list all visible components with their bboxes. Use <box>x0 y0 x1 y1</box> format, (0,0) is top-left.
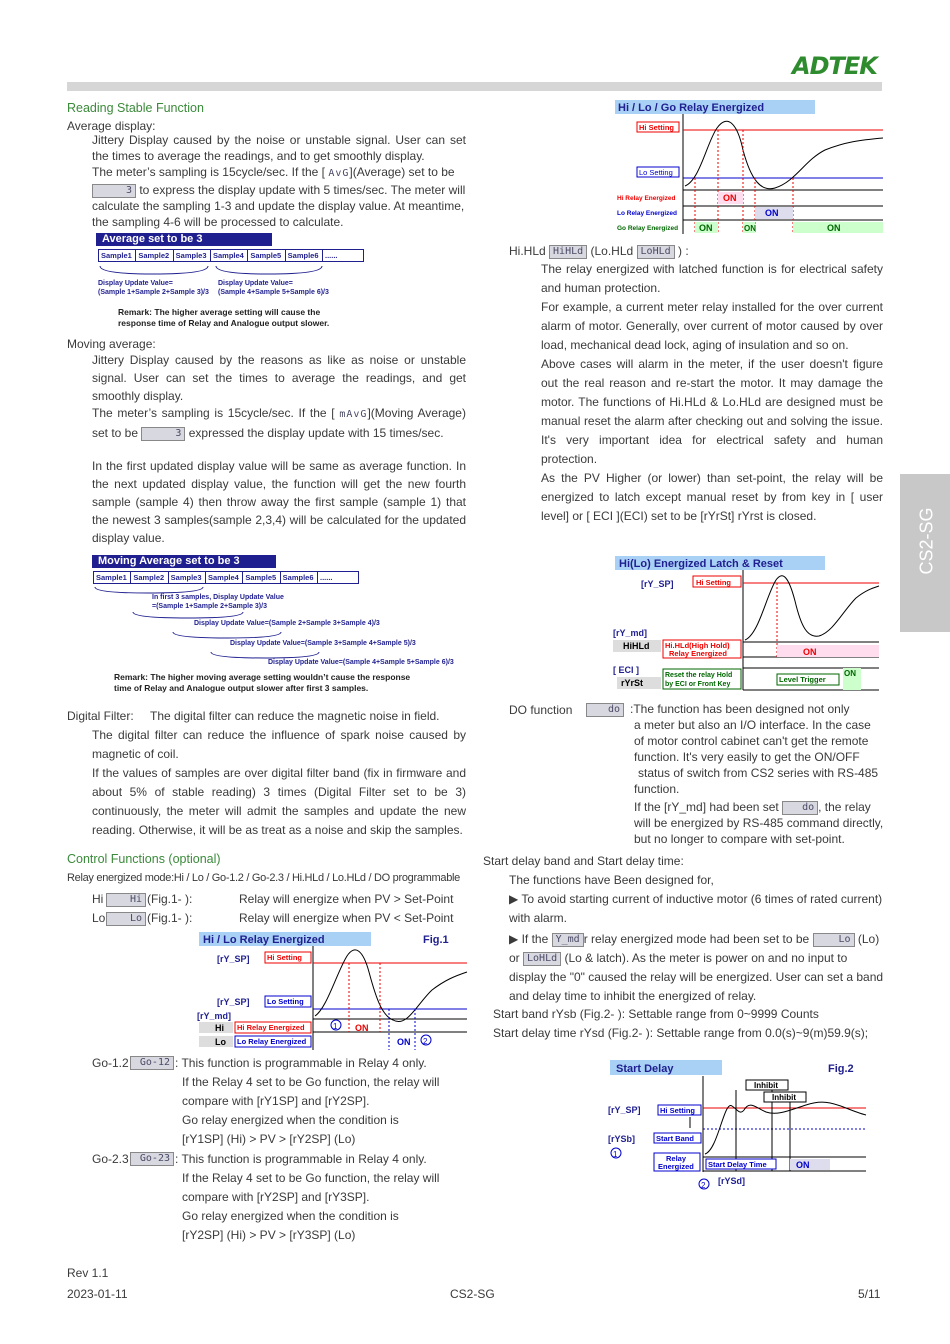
sd-b2-text-a: If the <box>521 932 549 946</box>
fig3-hi-on: ON <box>723 193 737 203</box>
mov-line-1b: =(Sample 1+Sample 2+Sample 3)/3 <box>152 603 267 610</box>
sd-lo-display: Lo <box>813 933 855 947</box>
fig2-marker-1-text: 1 <box>613 1150 618 1159</box>
bullet-arrow-icon: ▶ <box>509 892 519 906</box>
fig4-md-label: [rY_md] <box>613 628 648 638</box>
avg-remark-1: Remark: The higher average setting will cause the <box>118 307 321 317</box>
sd-b2-text-b: r relay energized mode had been set to be <box>583 932 810 946</box>
fig1-lo-text: Lo <box>215 1037 226 1047</box>
hi-mode-fig-ref: (Fig.1- ): <box>147 892 193 906</box>
avg-sample-table <box>98 249 364 262</box>
digital-filter-label: Digital Filter: <box>67 709 134 723</box>
go12-line-3: Go relay energized when the condition is <box>182 1113 399 1127</box>
sample-cell: Sample3 <box>168 572 205 584</box>
fig3-pv-curve <box>685 121 883 188</box>
start-delay-time-line: Start delay time rYsd (Fig.2- ): Settable range from 0.0(s)~9(m)59.9(s); <box>493 1026 869 1040</box>
sample-cell: Sample6 <box>280 572 317 584</box>
go23-line-2: compare with [rY2SP] and [rY3SP]. <box>182 1190 370 1204</box>
brand-logo: ADTEK <box>792 52 877 80</box>
mov-figure-title: Moving Average set to be 3 <box>92 555 276 568</box>
hld-para-1: The relay energized with latched function is for electrical safety and human protection. <box>541 262 883 295</box>
fig3-go-on2: ON <box>744 224 756 233</box>
fig4-sp-label: [rY_SP] <box>641 579 674 589</box>
fig4-latch-reset-diagram <box>611 556 881 692</box>
footer-model: CS2-SG <box>450 1287 495 1301</box>
section-title-reading-stable: Reading Stable Function <box>67 101 204 115</box>
go12-line-4: [rY1SP] (Hi) > PV > [rY2SP] (Lo) <box>182 1132 356 1146</box>
mov-text-b: ](Moving Average) set to be <box>92 406 466 440</box>
do-display-2: do <box>782 801 818 815</box>
fig3-go-on1: ON <box>699 223 713 233</box>
fig2-ysd-label: [rYSd] <box>718 1176 745 1186</box>
sample-cell: Sample4 <box>205 572 242 584</box>
fig1-marker-1-text: 1 <box>333 1022 338 1031</box>
section-title-control: Control Functions (optional) <box>67 852 221 866</box>
go23-line-0: : This function is programmable in Relay 4 only. <box>175 1152 427 1166</box>
fig4-hld-line1: Hi.HLd(High Hold) <box>665 641 730 650</box>
fig3-gore-label: Go Relay Energized <box>617 225 679 232</box>
do-block <box>630 701 885 847</box>
sample-cell: Sample5 <box>243 572 280 584</box>
hi-mode-desc: Relay will energize when PV > Set-Point <box>239 892 454 906</box>
mov-para-3: In the first updated display value will be same as average function. In the next updated display value, the function will get the new fourth sample (sample 4) then throw away the first sample (sample 1) that the newest 3 samples(sample 2,3,4) will be calculated for the updated display value. <box>92 459 466 545</box>
side-tab <box>900 474 950 632</box>
fig1-number: Fig.1 <box>423 934 449 946</box>
fig2-sp-label: [rY_SP] <box>608 1105 641 1115</box>
digital-filter-para-1: The digital filter can reduce the influence of spark noise caused by magnetic of coil. <box>92 728 466 761</box>
sample-cell: Sample3 <box>173 250 210 262</box>
do-line-4: status of switch from CS2 series with RS-485 <box>638 766 879 780</box>
avg-figure-title: Average set to be 3 <box>96 233 272 246</box>
digital-filter-para-2: If the values of samples are over digital filter band (fix in firmware and about 5% of stable reading) 3 times (Digital Filter set to be 3) continuously, the meter will admit the samples and update the new reading. Otherwise, it will be as treat as a noise and skip the samples. <box>92 766 466 837</box>
hld-lo-display: LoHLd <box>637 245 675 259</box>
fig2-pv-curve <box>705 1102 866 1154</box>
mov-sample-table <box>93 571 359 584</box>
avg-seg-code: AvG <box>328 168 350 179</box>
hld-heading <box>509 242 689 260</box>
go12-line-1: If the Relay 4 set to be Go function, the relay will <box>182 1075 440 1089</box>
do-line-0: :The function has been designed not only <box>630 702 850 716</box>
footer-page: 5/11 <box>858 1287 881 1301</box>
fig3-hiset-label: Hi Setting <box>639 123 674 132</box>
relay-mode-line: Relay energized mode:Hi / Lo / Go-1.2 / Go-2.3 / Hi.HLd / Lo.HLd / DO programmable <box>67 872 460 884</box>
do-line-3: function. It's very easily to get the ON/OFF <box>634 750 860 764</box>
hi-mode-label: Hi <box>92 892 104 906</box>
fig1-pv-curve <box>315 950 467 1022</box>
fig4-hld-on: ON <box>803 647 817 657</box>
sd-b2-text-c: (Lo) or <box>509 932 880 965</box>
hld-text-b: (Lo.HLd <box>590 244 634 258</box>
sample-cell: Sample2 <box>131 572 168 584</box>
avg-brace-lines <box>98 264 328 280</box>
hi-mode-display: Hi <box>106 893 146 907</box>
sample-cell: Sample1 <box>94 572 131 584</box>
fig4-reset-line2: by ECI or Front Key <box>665 681 731 688</box>
do-line-2: of motor control cabinet can't get the remote <box>634 734 869 748</box>
hld-para-4: As the PV Higher (or lower) than set-point, the relay will be energized to latch except manual reset by from key in [ user level] or [ ECI ](ECI) set to be [rYrSt] rYrst is closed. <box>541 471 883 523</box>
start-delay-bullet-2 <box>509 930 885 1006</box>
fig3-loset-label: Lo Setting <box>639 168 673 177</box>
fig2-ysb-label: [rYSb] <box>608 1134 635 1144</box>
fig3-hi-lo-go-diagram <box>615 100 885 236</box>
lo-mode-fig-ref: (Fig.1- ): <box>147 911 193 925</box>
avg-para-2 <box>92 164 466 230</box>
fig1-md-label: [rY_md] <box>197 1011 232 1021</box>
fig1-hiset-label: Hi Setting <box>267 953 302 962</box>
hld-paragraphs <box>541 260 883 526</box>
fig2-marker-2-text: 2 <box>701 1181 706 1190</box>
fig2-on: ON <box>796 1160 810 1170</box>
hld-text-a: Hi.HLd <box>509 244 546 258</box>
fig4-hhld-text: HiHLd <box>623 641 650 651</box>
fig4-title: Hi(Lo) Energized Latch & Reset <box>619 558 783 570</box>
go23-label: Go-2.3 <box>92 1152 129 1166</box>
do-display: do <box>586 703 624 717</box>
go12-line-0: : This function is programmable in Relay 4 only. <box>175 1056 427 1070</box>
mov-line-1a: In first 3 samples, Display Update Value <box>152 594 284 601</box>
hld-text-c: ) : <box>677 244 689 258</box>
mov-para-2 <box>92 404 466 442</box>
do-line-1: a meter but also an I/O interface. In the case <box>634 718 871 732</box>
fig1-sp-label-2: [rY_SP] <box>217 997 250 1007</box>
go12-display: Go-12 <box>130 1056 174 1070</box>
avg-value-display: 3 <box>92 184 136 198</box>
fig3-lo-on: ON <box>765 208 779 218</box>
fig1-hi-lo-diagram <box>197 932 469 1054</box>
go23-line-3: Go relay energized when the condition is <box>182 1209 399 1223</box>
do-line-7: will be energized by RS-485 command directly, <box>634 816 884 830</box>
mov-seg-code: mAvG <box>339 409 368 420</box>
go12-label: Go-1.2 <box>92 1056 129 1070</box>
avg-para-1: Jittery Display caused by the noise or unstable signal. User can set the times to average the readings, and to get smoothly display. <box>92 133 466 163</box>
avg-display-title: Average display: <box>67 119 156 133</box>
do-text-b: , the relay <box>818 800 871 814</box>
fig2-number: Fig.2 <box>828 1063 854 1075</box>
sample-cell: ...... <box>323 250 364 262</box>
avg-text-c: to express the display update with 5 times/sec. The meter will calculate the sampling 1-3 and update the display value. At meantime, the sampling 4-6 will be processed to calculate. <box>92 183 466 229</box>
moving-avg-title: Moving average: <box>67 337 156 351</box>
fig1-on-lo: ON <box>397 1037 411 1047</box>
avg-text-b: ](Average) set to be <box>349 165 455 179</box>
fig1-marker-2-text: 2 <box>423 1037 428 1046</box>
start-delay-intro: The functions have Been designed for, <box>509 873 714 887</box>
fig3-lore-label: Lo Relay Energized <box>617 210 677 217</box>
fig2-relay-1: Relay <box>666 1154 687 1163</box>
fig4-level-on: ON <box>844 669 856 678</box>
go23-line-4: [rY2SP] (Hi) > PV > [rY3SP] (Lo) <box>182 1228 356 1242</box>
fig2-relay-2: Energized <box>658 1162 694 1171</box>
avg-dv2-label: Display Update Value= <box>218 280 293 287</box>
sample-cell: Sample6 <box>285 250 322 262</box>
do-text-a: If the [rY_md] had been set <box>634 800 779 814</box>
fig4-on-bg <box>777 645 879 657</box>
fig2-inhibit-2: Inhibit <box>772 1093 796 1102</box>
start-band-line: Start band rYsb (Fig.2- ): Settable range from 0~9999 Counts <box>493 1007 819 1021</box>
do-line-6 <box>630 799 885 815</box>
start-delay-title: Start delay band and Start delay time: <box>483 854 684 868</box>
lo-mode-desc: Relay will energize when PV < Set-Point <box>239 911 454 925</box>
fig2-start-delay-diagram <box>606 1060 868 1196</box>
digital-filter-intro: The digital filter can reduce the magnetic noise in field. <box>150 709 440 723</box>
fig4-hiset-label: Hi Setting <box>696 578 731 587</box>
lo-mode-display: Lo <box>106 912 146 926</box>
lo-mode-label: Lo <box>92 911 106 925</box>
sample-cell: Sample1 <box>99 250 136 262</box>
fig4-rst-text: rYrSt <box>621 678 644 688</box>
mov-text-c: expressed the display update with 15 times/sec. <box>188 426 444 440</box>
fig4-eci-label: [ ECI ] <box>613 665 639 675</box>
mov-line-4: Display Update Value=(Sample 4+Sample 5+Sample 6)/3 <box>268 659 454 666</box>
sd-bullet-1-text: To avoid starting current of inductive motor (6 times of rated current) with alarm. <box>509 892 883 925</box>
fig1-hi-text: Hi <box>215 1023 224 1033</box>
fig4-hld-line2: Relay Energized <box>669 649 727 658</box>
header-divider <box>67 82 882 91</box>
fig2-sdt-label: Start Delay Time <box>708 1160 767 1169</box>
mov-value-display: 3 <box>141 427 185 441</box>
fig2-inhibit-1: Inhibit <box>754 1081 778 1090</box>
go23-line-1: If the Relay 4 set to be Go function, the relay will <box>182 1171 440 1185</box>
mov-line-3: Display Update Value=(Sample 3+Sample 4+Sample 5)/3 <box>230 640 416 647</box>
fig4-level-label: Level Trigger <box>779 675 826 684</box>
fig4-pv-curve <box>745 576 879 640</box>
mov-text-a: The meter’s sampling is 15cycle/sec. If the [ <box>92 406 335 420</box>
sample-cell: Sample2 <box>136 250 173 262</box>
avg-dv1-label: Display Update Value= <box>98 280 173 287</box>
side-tab-label: CS2-SG <box>916 507 937 575</box>
hld-hi-display: HiHLd <box>549 245 587 259</box>
sample-cell: Sample4 <box>210 250 247 262</box>
go23-display: Go-23 <box>130 1152 174 1166</box>
fig1-title: Hi / Lo Relay Energized <box>203 934 325 946</box>
fig3-go-on3: ON <box>827 223 841 233</box>
fig2-title: Start Delay <box>616 1063 674 1075</box>
sd-lohld-display: LoHLd <box>523 952 561 966</box>
hld-para-2: For example, a current meter relay installed for the over current alarm of motor. Generally, over current of motor caused by over load, mechanical dead lock, aging of insulation and so on. <box>541 300 883 352</box>
bullet-arrow-icon: ▶ <box>509 932 519 946</box>
start-delay-bullet-1 <box>509 890 885 928</box>
go23-block <box>175 1150 439 1245</box>
sample-cell: ...... <box>318 572 359 584</box>
mov-remark-2: time of Relay and Analogue output slower after first 3 samples. <box>114 683 369 693</box>
fig3-hire-label: Hi Relay Energized <box>617 195 676 202</box>
avg-text-a: The meter’s sampling is 15cycle/sec. If the [ <box>92 165 325 179</box>
fig3-title: Hi / Lo / Go Relay Energized <box>618 102 765 114</box>
mov-line-2: Display Update Value=(Sample 2+Sample 3+Sample 4)/3 <box>194 620 380 627</box>
do-line-5: function. <box>634 782 680 796</box>
fig1-on-hi: ON <box>355 1023 369 1033</box>
footer-revision: Rev 1.1 <box>67 1266 109 1280</box>
avg-remark-2: response time of Relay and Analogue output slower. <box>118 318 330 328</box>
fig1-lore-label: Lo Relay Energized <box>237 1037 307 1046</box>
footer-date: 2023-01-11 <box>67 1287 128 1301</box>
fig2-hiset-label: Hi Setting <box>660 1106 695 1115</box>
sd-md-display: Y_md <box>552 933 584 947</box>
fig2-sb-label: Start Band <box>656 1134 694 1143</box>
go12-block <box>175 1054 439 1149</box>
hld-para-3: Above cases will alarm in the meter, if the user doesn't figure out the real reason and re-start the motor. It may damage the motor. The functions of Hi.HLd & Lo.HLd are designed must be manual reset the alarm after checking out and solving the issue. It's very important idea for electrical safety and human protection. <box>541 357 883 466</box>
fig1-sp-label: [rY_SP] <box>217 954 250 964</box>
do-line-8: but no longer to compare with set-point. <box>634 832 845 846</box>
go12-line-2: compare with [rY1SP] and [rY2SP]. <box>182 1094 370 1108</box>
mov-para-1: Jittery Display caused by the reasons as like as noise or unstable signal. User can set the times to average the readings, and get smoothly display. <box>92 353 466 403</box>
fig4-reset-line1: Reset the relay Hold <box>665 672 733 679</box>
sd-b2-text-d: (Lo & latch). As the meter is power on and no input to display the "0" caused the relay will be energized. User can set a band and delay time to inhibit the energized of relay. <box>509 951 884 1003</box>
mov-remark-1: Remark: The higher moving average setting wouldn’t cause the response <box>114 672 411 682</box>
sample-cell: Sample5 <box>248 250 285 262</box>
fig1-hire-label: Hi Relay Energized <box>237 1023 305 1032</box>
fig1-loset-label: Lo Setting <box>267 997 304 1006</box>
avg-dv2-formula: (Sample 4+Sample 5+Sample 6)/3 <box>218 289 329 296</box>
do-label: DO function <box>509 703 573 717</box>
avg-dv1-formula: (Sample 1+Sample 2+Sample 3)/3 <box>98 289 209 296</box>
